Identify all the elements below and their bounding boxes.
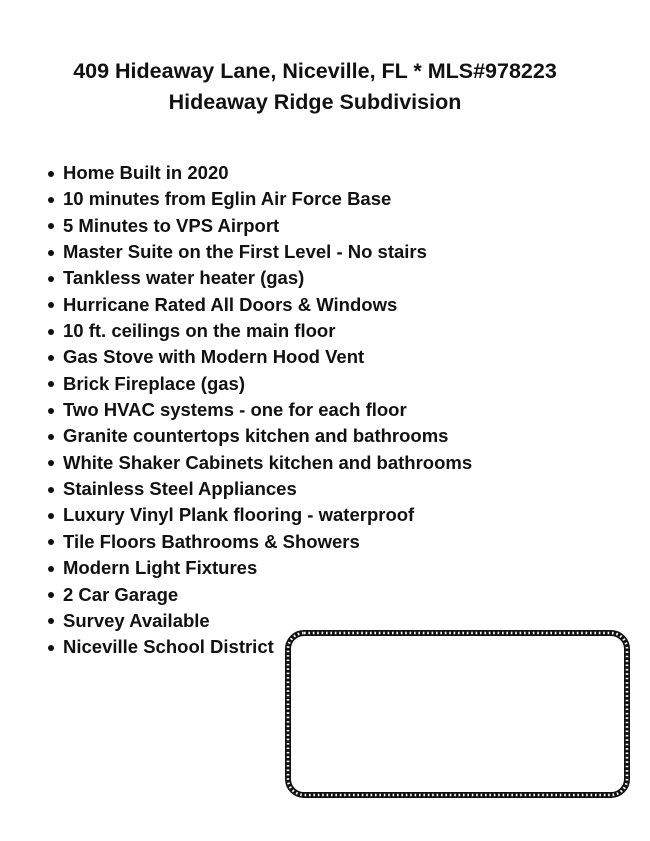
- list-item: Gas Stove with Modern Hood Vent: [63, 344, 472, 370]
- list-item: 10 minutes from Eglin Air Force Base: [63, 186, 472, 212]
- page-title: 409 Hideaway Lane, Niceville, FL * MLS#978223: [73, 59, 557, 83]
- list-item: Two HVAC systems - one for each floor: [63, 397, 472, 423]
- list-item: Hurricane Rated All Doors & Windows: [63, 292, 472, 318]
- page-subtitle: Hideaway Ridge Subdivision: [168, 90, 462, 114]
- list-item: 5 Minutes to VPS Airport: [63, 213, 472, 239]
- rope-border-frame: [285, 630, 630, 798]
- feature-list: [63, 160, 472, 661]
- list-item: 10 ft. ceilings on the main floor: [63, 318, 472, 344]
- list-item: Luxury Vinyl Plank flooring - waterproof: [63, 502, 472, 528]
- list-item: Tankless water heater (gas): [63, 265, 472, 291]
- list-item: Niceville School District: [63, 634, 472, 660]
- list-item: 2 Car Garage: [63, 582, 472, 608]
- list-item: Tile Floors Bathrooms & Showers: [63, 529, 472, 555]
- list-item: Survey Available: [63, 608, 472, 634]
- list-item: Stainless Steel Appliances: [63, 476, 472, 502]
- list-item: White Shaker Cabinets kitchen and bathrooms: [63, 450, 472, 476]
- list-item: Modern Light Fixtures: [63, 555, 472, 581]
- list-item: Brick Fireplace (gas): [63, 371, 472, 397]
- list-item: Granite countertops kitchen and bathrooms: [63, 423, 472, 449]
- list-item: Master Suite on the First Level - No stairs: [63, 239, 472, 265]
- list-item: Home Built in 2020: [63, 160, 472, 186]
